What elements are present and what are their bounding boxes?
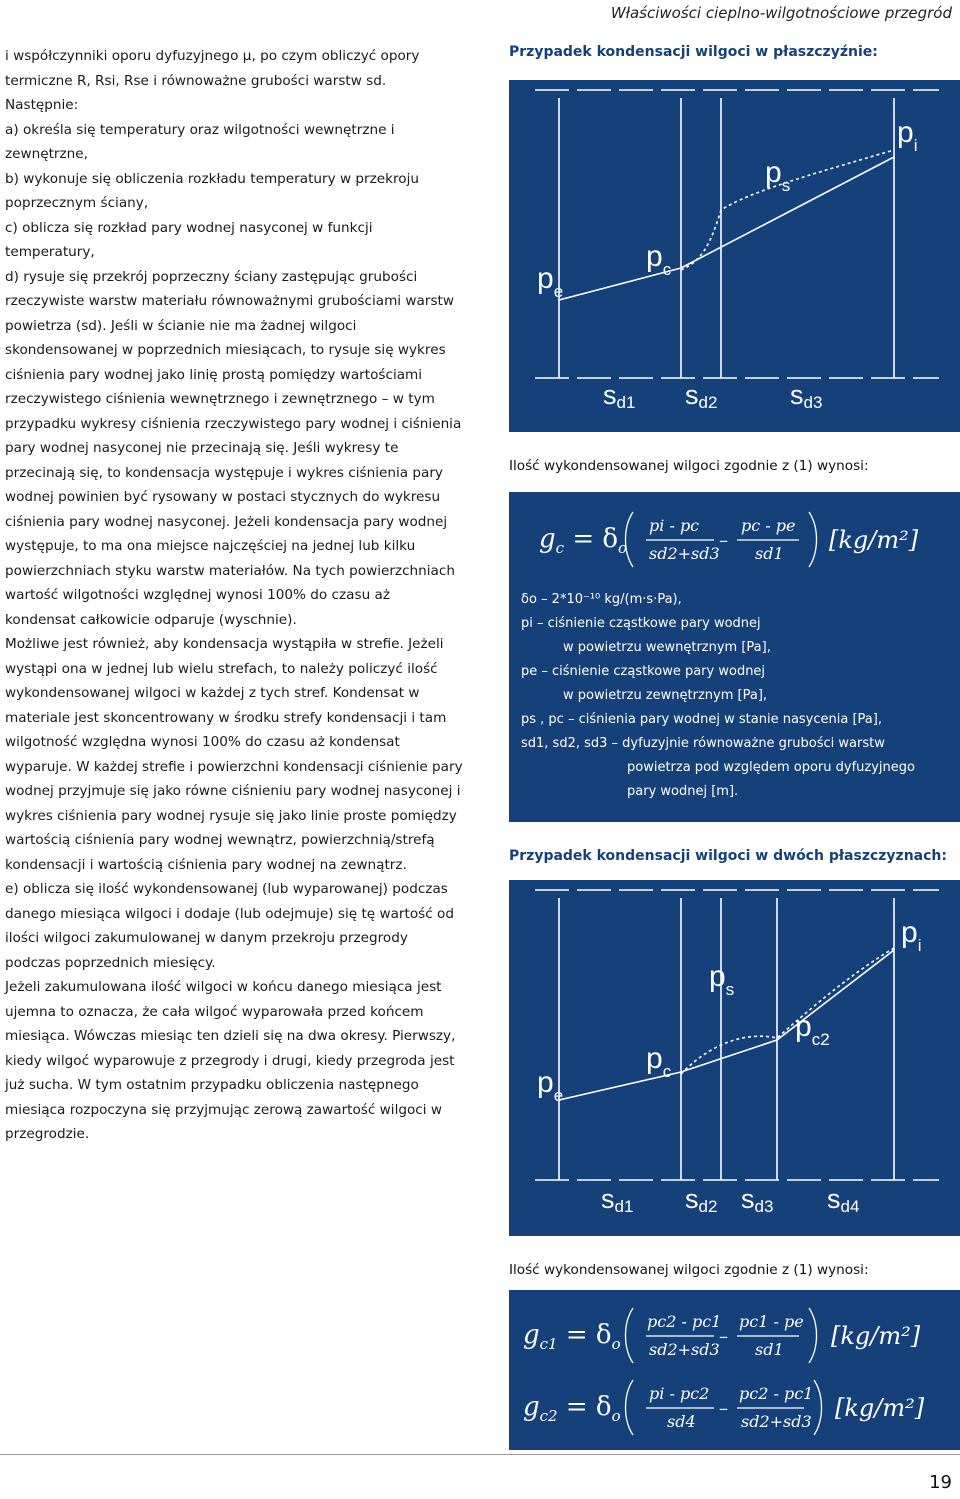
case2-formula2-den1: sd4 <box>667 1412 696 1431</box>
label-sd3: $s_{d3}$ <box>790 380 823 412</box>
case2-formula1-unit: [kg/m²] <box>831 1322 921 1350</box>
diagram-single-plane <box>509 80 960 432</box>
left-column-text <box>5 44 463 1147</box>
paragraph-zone: Możliwe jest również, aby kondensacja wystąpiła w strefie. Jeżeli wystąpi ona w jednej lub wielu strefach, to należy policzyć ilość wykondensowanej wilgoci w każdej z tych stref. Kondensat w materiale jest skoncentrowany w środku strefy kondensacji i tam wilgotność względna wynosi 100% do czasu aż kondensat wyparuje. W każdej strefie i powierzchni kondensacji ciśnienie pary wodnej przyjmuje się jako równe ciśnieniu pary wodnej nasyconej i wykres ciśnienia pary wodnej rysuje się jako linie proste pomiędzy wartością ciśnienia pary wodnej wewnątrz, powierzchnią/strefą kondensacji i wartością ciśnienia pary wodnej na zewnątrz. <box>5 636 463 873</box>
case2-formula1-num1: pc2 - pc1 <box>647 1312 722 1331</box>
paragraph-a: a) określa się temperatury oraz wilgotności wewnętrzne i zewnętrzne, <box>5 121 395 162</box>
legend-ps-pc: ps , pc – ciśnienia pary wodnej w stanie nasycenia [Pa], <box>521 712 882 727</box>
running-header: Właściwości cieplno-wilgotnościowe przegród <box>610 4 952 22</box>
label-pe: $p_e$ <box>537 262 564 301</box>
label-sd1: $s_{d1}$ <box>603 380 636 412</box>
label-sd3: $s_{d3}$ <box>741 1184 774 1216</box>
label-pc: $p_c$ <box>646 240 672 279</box>
case2-formula-lines <box>509 1290 960 1450</box>
case2-title: Przypadek kondensacji wilgoci w dwóch płaszczyznach: <box>509 848 947 864</box>
case1-legend <box>521 588 951 804</box>
case2-formula2-minus: – <box>719 1398 728 1419</box>
case1-intro: Ilość wykondensowanej wilgoci zgodnie z (1) wynosi: <box>509 458 869 474</box>
case2-formula1-den1: sd2+sd3 <box>649 1340 720 1359</box>
legend-sd: sd1, sd2, sd3 – dyfuzyjnie równoważne grubości warstw <box>521 736 885 751</box>
paragraph-b: b) wykonuje się obliczenia rozkładu temperatury w przekroju poprzecznym ściany, <box>5 170 420 211</box>
label-sd2: $s_{d2}$ <box>685 380 718 412</box>
case2-formula2-num1: pi - pc2 <box>649 1384 710 1403</box>
case1-title: Przypadek kondensacji wilgoci w płaszczyźnie: <box>509 44 878 60</box>
legend-pe: pe – ciśnienie cząstkowe pary wodnej <box>521 664 766 679</box>
legend-pi-cont: w powietrzu wewnętrznym [Pa], <box>563 640 771 655</box>
label-pc2: $p_{c2}$ <box>795 1010 830 1049</box>
legend-sd-cont1: powietrza pod względem oporu dyfuzyjnego <box>627 760 915 775</box>
case2-formula-panel <box>509 1290 960 1450</box>
diagram-two-planes-lines <box>509 880 960 1236</box>
label-pe: $p_e$ <box>537 1066 564 1105</box>
legend-pe-cont: w powietrzu zewnętrznym [Pa], <box>563 688 768 703</box>
paragraph-closing: Jeżeli zakumulowana ilość wilgoci w końcu danego miesiąca jest ujemna to oznacza, że cała wilgoć wyparowała przed końcem miesiąca. Wówczas miesiąc ten dzieli się na dwa okresy. Pierwszy, kiedy wilgoć wyparowuje z przegrody i drugi, kiedy przegroda jest już sucha. W tym ostatnim przypadku obliczenia następnego miesiąca rozpoczyna się przyjmując zerową zawartość wilgoci w przegrodzie. <box>5 979 456 1142</box>
vapour-pressure-line-2 <box>681 1040 777 1072</box>
case1-formula-den2: sd1 <box>755 544 784 563</box>
paragraph-e: e) oblicza się ilość wykondensowanej (lub wyparowanej) podczas danego miesiąca wilgoci i dodaje (lub odejmuje) się tę wartość od ilości wilgoci zakumulowanej w danym przekroju przegrody podczas poprzednich miesięcy. <box>5 881 454 971</box>
paragraph-c: c) oblicza się rozkład pary wodnej nasyconej w funkcji temperatury, <box>5 219 373 260</box>
case1-formula-lhs: $g_c = \delta_o$ <box>539 524 628 558</box>
case2-formula2-lhs: $g_{c2} = \delta_o$ <box>523 1392 621 1426</box>
diagram-two-planes <box>509 880 960 1236</box>
label-ps: $p_s$ <box>709 960 735 999</box>
case1-formula-den1: sd2+sd3 <box>649 544 720 563</box>
paragraph-intro: i współczynniki oporu dyfuzyjnego μ, po czym obliczyć opory termiczne R, Rsi, Rse i równoważne grubości warstw sd. Następnie: <box>5 48 420 113</box>
case1-formula-num1: pi - pc <box>649 516 700 535</box>
legend-sd-cont2: pary wodnej [m]. <box>627 784 739 799</box>
case2-formula1-num2: pc1 - pe <box>739 1312 804 1331</box>
case2-formula2-unit: [kg/m²] <box>835 1394 925 1422</box>
case2-intro: Ilość wykondensowanej wilgoci zgodnie z (1) wynosi: <box>509 1262 869 1278</box>
footer-rule <box>0 1454 960 1455</box>
case1-formula-num2: pc - pe <box>741 516 796 535</box>
diagram-single-plane-lines <box>509 80 960 432</box>
case2-formula2-den2: sd2+sd3 <box>741 1412 812 1431</box>
label-ps: $p_s$ <box>765 156 791 195</box>
case2-formula1-minus: – <box>719 1326 728 1347</box>
label-pi: $p_i$ <box>901 916 922 955</box>
case2-formula1-den2: sd1 <box>755 1340 784 1359</box>
case2-formula2-num2: pc2 - pc1 <box>739 1384 814 1403</box>
label-sd2: $s_{d2}$ <box>685 1184 718 1216</box>
label-pi: $p_i$ <box>897 116 918 155</box>
page-number: 19 <box>929 1472 952 1493</box>
case2-formula1-lhs: $g_{c1} = \delta_o$ <box>523 1320 621 1354</box>
legend-pi: pi – ciśnienie cząstkowe pary wodnej <box>521 616 761 631</box>
label-sd1: $s_{d1}$ <box>601 1184 634 1216</box>
paragraph-d: d) rysuje się przekrój poprzeczny ściany zastępując grubości rzeczywiste warstw materiału równoważnymi grubościami warstw powietrza (sd). Jeśli w ścianie nie ma żadnej wilgoci skondensowanej w poprzednich miesiącach, to rysuje się wykres ciśnienia pary wodnej jako linię prostą pomiędzy wartościami rzeczywistego ciśnienia wewnętrznego i zewnętrznego – w tym przypadku wykresy ciśnienia rzeczywistego pary wodnej i ciśnienia pary wodnej nasyconej nie przecinają się. Jeśli wykresy te przecinają się, to kondensacja występuje i wykres ciśnienia pary wodnej powinien być rysowany w postaci stycznych do wykresu ciśnienia pary wodnej nasyconej. Jeżeli kondensacja pary wodnej występuje, to ma ona miejsce najczęściej na jednej lub kilku powierzchniach styku warstw materiałów. Na tych powierzchniach wartość wilgotności względnej wynosi 100% do czasu aż kondensat całkowicie odparuje (wyschnie). <box>5 268 462 628</box>
case1-formula-unit: [kg/m²] <box>829 526 919 554</box>
label-sd4: $s_{d4}$ <box>827 1184 860 1216</box>
case1-formula-panel <box>509 492 960 822</box>
label-pc: $p_c$ <box>646 1042 672 1081</box>
legend-delta: δo – 2*10⁻¹⁰ kg/(m·s·Pa), <box>521 592 682 607</box>
case1-formula-minus: – <box>719 530 728 551</box>
